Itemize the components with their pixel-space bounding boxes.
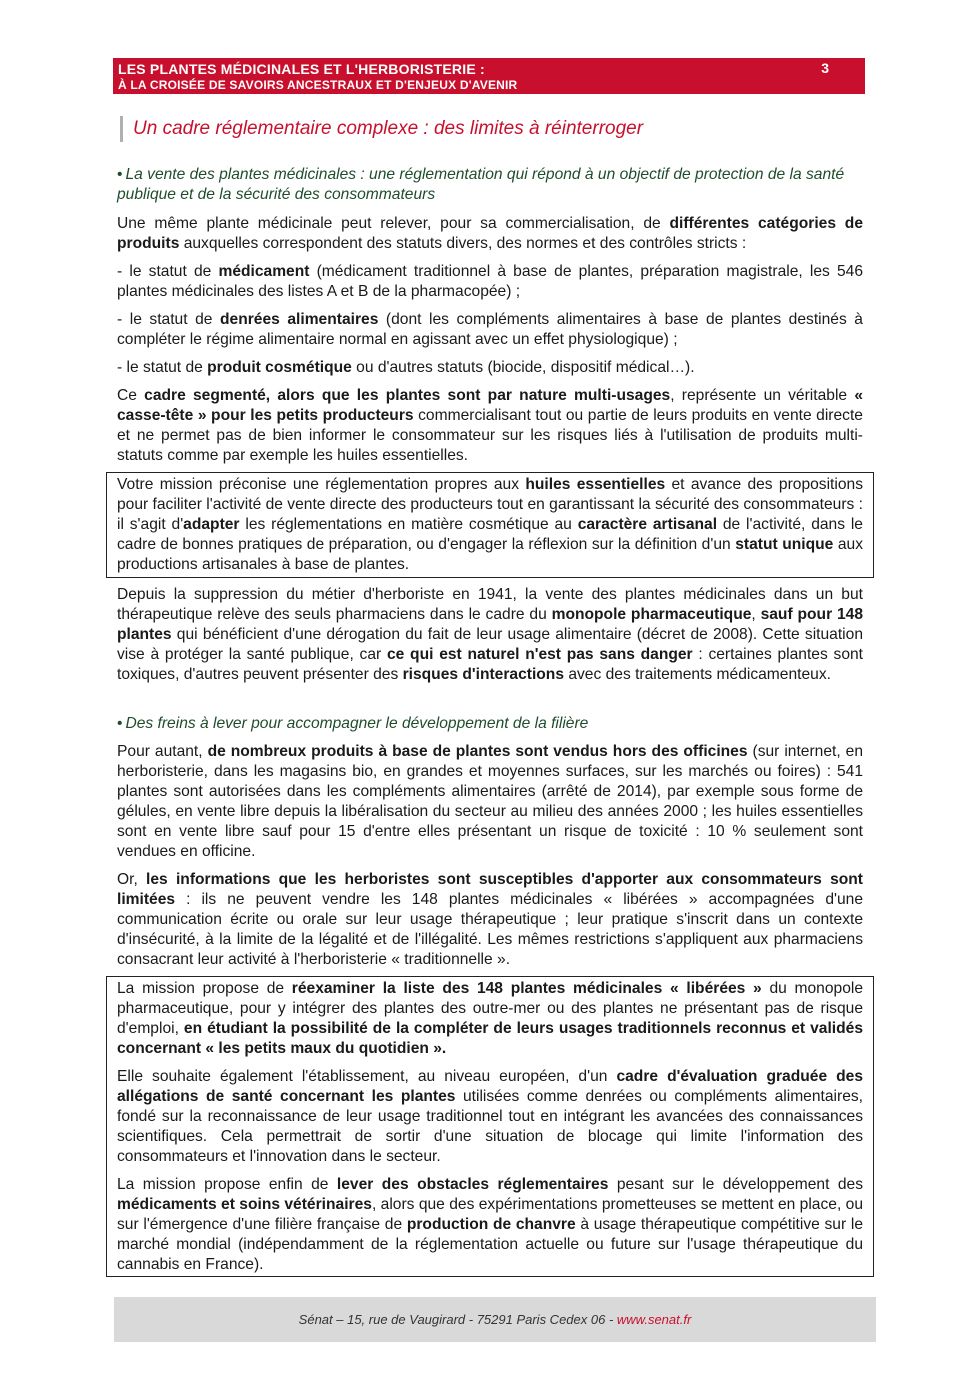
bold-run: les informations que les herboristes sont susceptibles d'apporter aux consommateurs sont limitées (117, 871, 863, 908)
bold-run: réexaminer la liste des 148 plantes médicinales « libérées » (291, 980, 762, 997)
text-run: du monopole pharmaceutique, pour y intégrer des plantes des outre-mer ou des plantes ne présentant pas de risque d'emploi, (117, 980, 864, 1037)
text-run: utilisées comme denrées ou compléments alimentaires, fondé sur la reconnaissance de leur usage traditionnel tout en intégrant les avancées des connaissances scientifiques. Cela permettrait de sortir d'une situation de blocage qui limite l'information des consommateurs et l'innovation dans le secteur. (117, 1088, 863, 1165)
text-run: ou d'autres statuts (biocide, dispositif médical…). (351, 359, 695, 376)
text-run: La mission propose enfin de (117, 1176, 337, 1193)
text-run: (médicament traditionnel à base de plantes, préparation magistrale, les 546 plantes médicinales des listes A et B de la pharmacopée) ; (117, 263, 863, 300)
text-run: Votre mission préconise une réglementation propres aux (117, 476, 526, 493)
bold-run: différentes catégories de produits (117, 215, 864, 252)
footer (114, 1297, 876, 1342)
header-title-line1: LES PLANTES MÉDICINALES ET L'HERBORISTERIE : (118, 61, 485, 77)
bold-run: produit cosmétique (207, 359, 352, 376)
paragraph-categories (117, 214, 863, 254)
list-item-medicament (117, 262, 863, 302)
subheading-1 (117, 165, 863, 205)
bold-run: caractère artisanal (577, 516, 718, 533)
text-run: Une même plante médicinale peut relever, pour sa commercialisation, de (117, 215, 670, 232)
bold-run: adapter (183, 516, 240, 533)
bold-run: denrées alimentaires (220, 311, 379, 328)
text-run: Ce (117, 387, 145, 404)
text-run: - le statut de (117, 311, 220, 328)
section-title: Un cadre réglementaire complexe : des limites à réinterroger (120, 116, 643, 142)
text-run: , (751, 606, 761, 623)
bold-run: huiles essentielles (525, 476, 666, 493)
header-title-line2: À LA CROISÉE DE SAVOIRS ANCESTRAUX ET D'ENJEUX D'AVENIR (118, 78, 518, 92)
subheading-2-text: Des freins à lever pour accompagner le développement de la filière (125, 715, 589, 732)
recommendation-box-1 (106, 472, 874, 578)
text-run: : certaines plantes sont toxiques, d'autres peuvent présenter des (117, 646, 863, 683)
text-run: à usage thérapeutique compétitive sur le marché mondial (indépendamment de la réglementation actuelle ou future sur l'usage thérapeutique du cannabis en France). (117, 1216, 863, 1273)
text-run: La mission propose de (117, 980, 292, 997)
text-run: auxquelles correspondent des statuts divers, des normes et des contrôles stricts : (179, 235, 747, 252)
text-run: , alors que des expérimentations prometteuses se mettent en place, ou sur l'émergence d'une filière française de (117, 1196, 863, 1233)
text-run: et avance des propositions pour faciliter l'activité de vente directe des producteurs tout en garantissant la sécurité des consommateurs : il s'agit d' (117, 476, 863, 533)
bold-run: médicament (218, 263, 310, 280)
text-run: qui bénéficient d'une dérogation du fait de leur usage alimentaire (décret de 2008). Cette situation vise à protéger la santé publique, car (117, 626, 863, 663)
text-run: les réglementations en matière cosmétique au (239, 516, 578, 533)
bold-run: production de chanvre (406, 1216, 576, 1233)
bold-run: « casse-tête » pour les petits producteurs (117, 387, 863, 424)
text-run: de l'activité, dans le cadre de bonnes pratiques de préparation, ou d'engager la réflexion sur la définition d'un (117, 516, 863, 553)
bold-run: de nombreux produits à base de plantes sont vendus hors des officines (207, 743, 748, 760)
paragraph-monopole (117, 585, 863, 685)
bold-run: médicaments et soins vétérinaires (117, 1196, 372, 1213)
bold-run: sauf pour 148 plantes (117, 606, 863, 643)
text-run: (sur internet, en herboristerie, dans les magasins bio, en grandes et moyennes surfaces, sur les marchés ou foires) : 541 plantes sont autorisées dans les compléments alimentaires (arrêté de 2014), par exemple sous forme de gélules, en vente libre depuis la libéralisation du secteur au milieu des années 2000 ; les huiles essentielles sont en vente libre sauf pour 15 d'entre elles présentant un risque de toxicité : 10 % seulement sont vendues en officine. (117, 743, 863, 860)
paragraph-hors-officines (117, 742, 863, 862)
text-run: Pour autant, (117, 743, 208, 760)
subheading-2 (117, 714, 863, 734)
text-run: (dont les compléments alimentaires à base de plantes destinés à compléter le régime alimentaire normal en agissant avec un effet physiologique) ; (117, 311, 863, 348)
text-run: - le statut de (117, 359, 208, 376)
bold-run: lever des obstacles réglementaires (336, 1176, 609, 1193)
text-run: pesant sur le développement des (608, 1176, 863, 1193)
paragraph-cadre-segmente (117, 386, 863, 466)
list-item-denrees (117, 310, 863, 350)
text-run: - le statut de (117, 263, 219, 280)
paragraph-informations (117, 870, 863, 970)
text-run: commercialisant tout ou partie de leurs produits en vente directe et ne permet pas de bien informer le consommateur sur les risques liés à l'utilisation de produits multi-statuts comme par exemple les huiles essentielles. (117, 407, 863, 464)
text-run: aux productions artisanales à base de plantes. (117, 536, 863, 573)
bold-run: cadre d'évaluation graduée des allégations de santé concernant les plantes (117, 1068, 864, 1105)
bold-run: statut unique (735, 536, 834, 553)
page-number: 3 (821, 60, 829, 76)
bullet-icon: • (117, 166, 123, 183)
text-run: : ils ne peuvent vendre les 148 plantes médicinales « libérées » accompagnées d'une communication écrite ou orale sur leur usage thérapeutique ; leur pratique s'inscrit dans un contexte d'insécurité, à la limite de la légalité et de l'illégalité. Les mêmes restrictions s'appliquent aux pharmaciens consacrant leur activité à l'herboristerie « traditionnelle ». (117, 891, 863, 968)
recommendation-box-2 (106, 976, 874, 1277)
bold-run: ce qui est naturel n'est pas sans danger (386, 646, 693, 663)
list-item-cosmetique (117, 358, 863, 378)
text-run: Elle souhaite également l'établissement, au niveau européen, d'un (117, 1068, 617, 1085)
text-run: Or, (117, 871, 147, 888)
footer-link[interactable]: www.senat.fr (616, 1312, 692, 1327)
bold-run: en étudiant la possibilité de la compléter de leurs usages traditionnels reconnus et validés concernant « les petits maux du quotidien ». (117, 1020, 863, 1057)
footer-address: Sénat – 15, rue de Vaugirard - 75291 Paris Cedex 06 - (298, 1312, 617, 1327)
bullet-icon: • (117, 715, 123, 732)
bold-run: risques d'interactions (402, 666, 564, 683)
text-run: avec des traitements médicamenteux. (564, 666, 831, 683)
bold-run: cadre segmenté, alors que les plantes sont par nature multi-usages (144, 387, 671, 404)
text-run: , représente un véritable (670, 387, 855, 404)
bold-run: monopole pharmaceutique (551, 606, 752, 623)
text-run: Depuis la suppression du métier d'herboriste en 1941, la vente des plantes médicinales dans un but thérapeutique relève des seuls pharmaciens dans le cadre du (117, 586, 863, 623)
subheading-1-text: La vente des plantes médicinales : une réglementation qui répond à un objectif de protection de la santé publique et de la sécurité des consommateurs (117, 166, 845, 203)
header-band (113, 58, 865, 94)
